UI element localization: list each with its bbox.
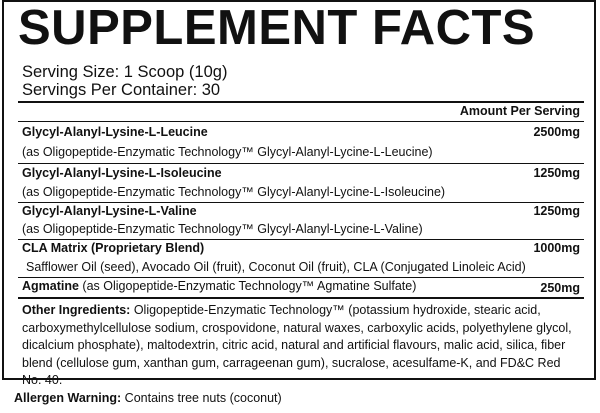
allergen-label: Allergen Warning: bbox=[14, 391, 122, 405]
other-ingredients-label: Other Ingredients: bbox=[22, 303, 131, 317]
amount-per-serving-header: Amount Per Serving bbox=[459, 104, 580, 118]
ingredient-source: (as Oligopeptide-Enzymatic Technology™ Glycyl-Alanyl-Lycine-L-Leucine) bbox=[22, 145, 433, 159]
ingredient-source: Safflower Oil (seed), Avocado Oil (fruit), Coconut Oil (fruit), CLA (Conjugated Linoleic Acid) bbox=[26, 260, 526, 274]
divider bbox=[18, 277, 584, 278]
divider bbox=[18, 163, 584, 164]
ingredient-amount: 1000mg bbox=[533, 241, 580, 255]
divider bbox=[18, 202, 584, 203]
ingredient-name: Glycyl-Alanyl-Lysine-L-Leucine bbox=[22, 125, 208, 139]
ingredient-name: Glycyl-Alanyl-Lysine-L-Valine bbox=[22, 204, 197, 218]
ingredient-source: (as Oligopeptide-Enzymatic Technology™ Glycyl-Alanyl-Lycine-L-Isoleucine) bbox=[22, 185, 446, 199]
ingredient-amount: 1250mg bbox=[533, 166, 580, 180]
ingredient-name: CLA Matrix (Proprietary Blend) bbox=[22, 241, 205, 255]
ingredient-row bbox=[22, 279, 416, 293]
other-ingredients bbox=[22, 302, 582, 390]
divider bbox=[18, 239, 584, 240]
ingredient-source: (as Oligopeptide-Enzymatic Technology™ Glycyl-Alanyl-Lycine-L-Valine) bbox=[22, 222, 423, 236]
ingredient-amount: 1250mg bbox=[533, 204, 580, 218]
ingredient-source: (as Oligopeptide-Enzymatic Technology™ Agmatine Sulfate) bbox=[78, 279, 417, 293]
supplement-facts-panel bbox=[2, 0, 596, 387]
thick-divider bbox=[18, 101, 584, 103]
panel-title: SUPPLEMENT FACTS bbox=[18, 1, 536, 55]
ingredient-amount: 250mg bbox=[540, 281, 580, 295]
other-ingredients-text: Oligopeptide-Enzymatic Technology™ (potassium hydroxide, stearic acid, carboxymethylcellulose sodium, crospovidone, natural waxes, carboxylic acids, polyethylene glycol, dicalcium phosphate), maltodextrin, citric acid, natural and artificial flavours, malic acid, silica, fiber blend (cellulose gum, xanthan gum, carrageenan gum), sucralose, acesulfame-K, and FD&C Red No. 40. bbox=[22, 303, 572, 387]
ingredient-name: Glycyl-Alanyl-Lysine-L-Isoleucine bbox=[22, 166, 222, 180]
thick-divider bbox=[18, 297, 584, 299]
ingredient-name: Agmatine bbox=[22, 279, 79, 293]
divider bbox=[18, 121, 584, 122]
ingredient-amount: 2500mg bbox=[533, 125, 580, 139]
allergen-warning bbox=[14, 391, 282, 405]
allergen-text: Contains tree nuts (coconut) bbox=[121, 391, 282, 405]
serving-size: Serving Size: 1 Scoop (10g) bbox=[22, 63, 228, 81]
servings-per-container: Servings Per Container: 30 bbox=[22, 81, 221, 99]
